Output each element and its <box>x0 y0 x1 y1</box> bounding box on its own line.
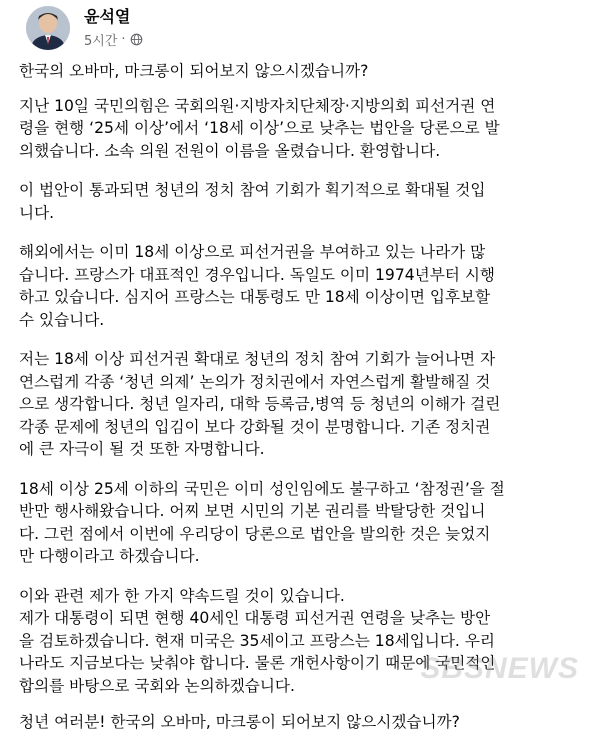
author-avatar[interactable] <box>26 6 70 50</box>
post-time[interactable]: 5시간 <box>84 34 118 49</box>
post-paragraph: 저는 18세 이상 피선거권 확대로 청년의 정치 참여 기회가 늘어나면 자 연스럽게 각종 ‘청년 의제’ 논의가 정치권에서 자연스럽게 활발해질 것 으로 생각합니다. 청년 일자리, 대학 등록금,병역 등 청년의 이해가 걸린 각종 문제에 청년의 입김이 보다 강화될 것이 분명합니다. 기존 정치권 에 큰 자극이 될 것 또한 자명합니다. <box>19 350 501 458</box>
post-body <box>19 60 593 751</box>
post-paragraph: 해외에서는 이미 18세 이상으로 피선거권을 부여하고 있는 나라가 많 습니다. 프랑스가 대표적인 경우입니다. 독일도 이미 1974년부터 시행 하고 있습니다. 심지어 프랑스는 대통령도 만 18세 이상이면 입후보할 수 있습니다. <box>19 243 495 329</box>
post-paragraph: 청년 여러분! 한국의 오바마, 마크롱이 되어보지 않으시겠습니까? <box>19 713 460 731</box>
meta-separator: · <box>121 32 126 47</box>
author-name[interactable]: 윤석열 <box>84 7 131 26</box>
watermark-logo: SBSNEWS <box>420 652 579 685</box>
post-paragraph: 이 법안이 통과되면 청년의 정치 참여 기회가 획기적으로 확대될 것입 니다. <box>19 181 486 222</box>
post-paragraph: 18세 이상 25세 이하의 국민은 이미 성인임에도 불구하고 ‘참정권’을 절 반만 행사해왔습니다. 어찌 보면 시민의 기본 권리를 박탈당한 것입니 다. 그런 점에서 이번에 우리당이 당론으로 법안을 발의한 것은 늦었지 만 다행이라고 하겠습니다. <box>19 479 505 565</box>
post-paragraph: 한국의 오바마, 마크롱이 되어보지 않으시겠습니까? <box>19 62 369 80</box>
post-header <box>0 0 603 56</box>
globe-icon[interactable] <box>130 33 143 46</box>
post-paragraph: 지난 10일 국민의힘은 국회의원·지방자치단체장·지방의회 피선거권 연 령을 현행 ‘25세 이상’에서 ‘18세 이상’으로 낮추는 법안을 당론으로 발 의했습니다. 소속 의원 전원이 이름을 올렸습니다. 환영합니다. <box>19 96 500 160</box>
avatar-portrait <box>26 6 70 50</box>
post-meta <box>84 30 143 49</box>
post-paragraph: 이와 관련 제가 한 가지 약속드릴 것이 있습니다. 제가 대통령이 되면 현행 40세인 대통령 피선거권 연령을 낮추는 방안 을 검토하겠습니다. 현재 미국은 35세이고 프랑스는 18세입니다. 우리 나라도 지금보다는 낮춰야 합니다. 물론 개헌사항이기 때문에 국민적인 합의를 바탕으로 국회와 논의하겠습니다. <box>19 586 496 695</box>
